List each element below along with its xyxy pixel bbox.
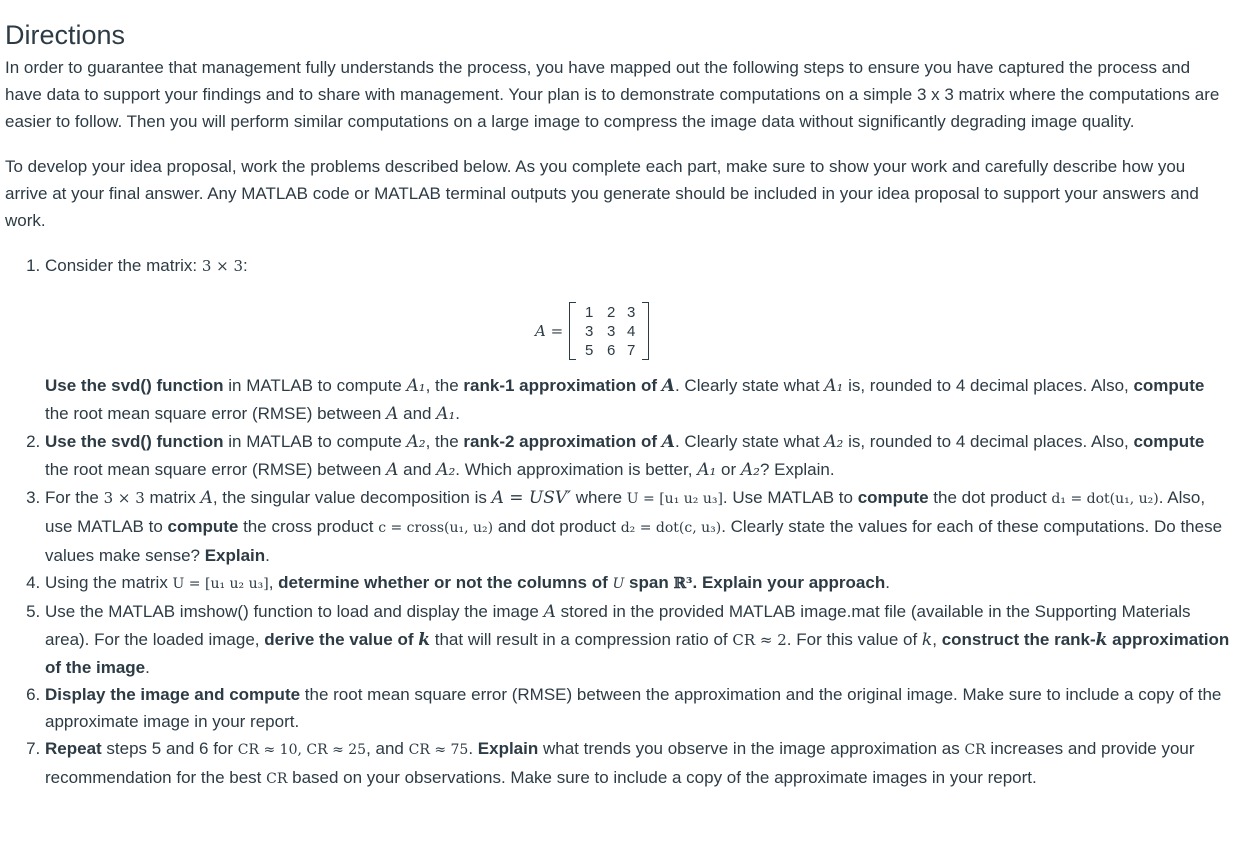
left-bracket (569, 302, 576, 360)
steps-list (5, 252, 1230, 793)
list-item: 3. For the 3 × 3 matrix A, the singular value decomposition is A = USV′ where U = [u₁ u₂ u₃]. Use MATLAB to compute the dot product d₁ = dot(u₁, u₂). Also, use MATLAB to compute the cross product c = cross(u₁, u₂) and dot product d₂ = dot(c, u₃). Clearly state the values for each of these computations. Do these values make sense? Explain. (45, 484, 1230, 569)
matrix-cell: 7 (627, 341, 636, 359)
matrix-cell: 1 (585, 303, 594, 321)
intro-paragraph: In order to guarantee that management fully understands the process, you have mapped out the following steps to ensure you have captured the process and have data to support your findings and to share with management. Your plan is to demonstrate computations on a simple 3 x 3 matrix where the computations are easier to follow. Then you will perform similar computations on a large image to compress the image data without significantly degrading image quality. (5, 58, 1220, 131)
item-1-task: Use the svd() function in MATLAB to compute A₁, the rank-1 approximation of A. Clearly state what A₁ is, rounded to 4 decimal places. Also, compute the root mean square error (RMSE) between A and A₁. (45, 376, 1205, 424)
matrix-cell: 3 (607, 322, 616, 340)
list-item: 7. Repeat steps 5 and 6 for CR ≈ 10, CR ≈ 25, and CR ≈ 75. Explain what trends you observe in the image approximation as CR increases and provide your recommendation for the best CR based on your observations. Make sure to include a copy of the approximate images in your report. (45, 735, 1230, 793)
list-item: 5. Use the MATLAB imshow() function to load and display the image A stored in the provided MATLAB image.mat file (available in the Supporting Materials area). For the loaded image, derive the value of k that will result in a compression ratio of CR ≈ 2. For this value of k, construct the rank-k approximation of the image. (45, 598, 1230, 681)
matrix-A (535, 302, 649, 360)
matrix-grid (576, 304, 642, 359)
matrix-cell: 6 (607, 341, 616, 359)
matrix-block (45, 280, 1230, 372)
matrix-cell: 3 (627, 303, 636, 321)
list-item: 6. Display the image and compute the root mean square error (RMSE) between the approximation and the original image. Make sure to include a copy of the approximate image in your report. (45, 681, 1230, 735)
matrix-cell: 2 (607, 303, 616, 321)
list-item: 1. Consider the matrix: 3 × 3: A = 1 2 3 3 3 4 5 6 7 Use the svd() function in MATLAB to compute A₁, the rank-1 approximation of A. Clearly state what A₁ is, rounded to 4 decimal places. Also, compute the root mean square error (RMSE) between A and A₁. (45, 252, 1230, 428)
matrix-label: A = (535, 321, 564, 340)
matrix-cell: 3 (585, 322, 594, 340)
page-title: Directions (5, 20, 126, 50)
proposal-paragraph: To develop your idea proposal, work the problems described below. As you complete each part, make sure to show your work and carefully describe how you arrive at your final answer. Any MATLAB code or MATLAB terminal outputs you generate should be included in your idea proposal to support your answers and work. (5, 157, 1199, 230)
matrix-cell: 4 (627, 322, 636, 340)
matrix-cell: 5 (585, 341, 594, 359)
list-item: 2. Use the svd() function in MATLAB to compute A₂, the rank-2 approximation of A. Clearly state what A₂ is, rounded to 4 decimal places. Also, compute the root mean square error (RMSE) between A and A₂. Which approximation is better, A₁ or A₂? Explain. (45, 428, 1230, 484)
right-bracket (642, 302, 649, 360)
list-item: 4. Using the matrix U = [u₁ u₂ u₃], determine whether or not the columns of U span ℝ³. Explain your approach. (45, 569, 1230, 598)
